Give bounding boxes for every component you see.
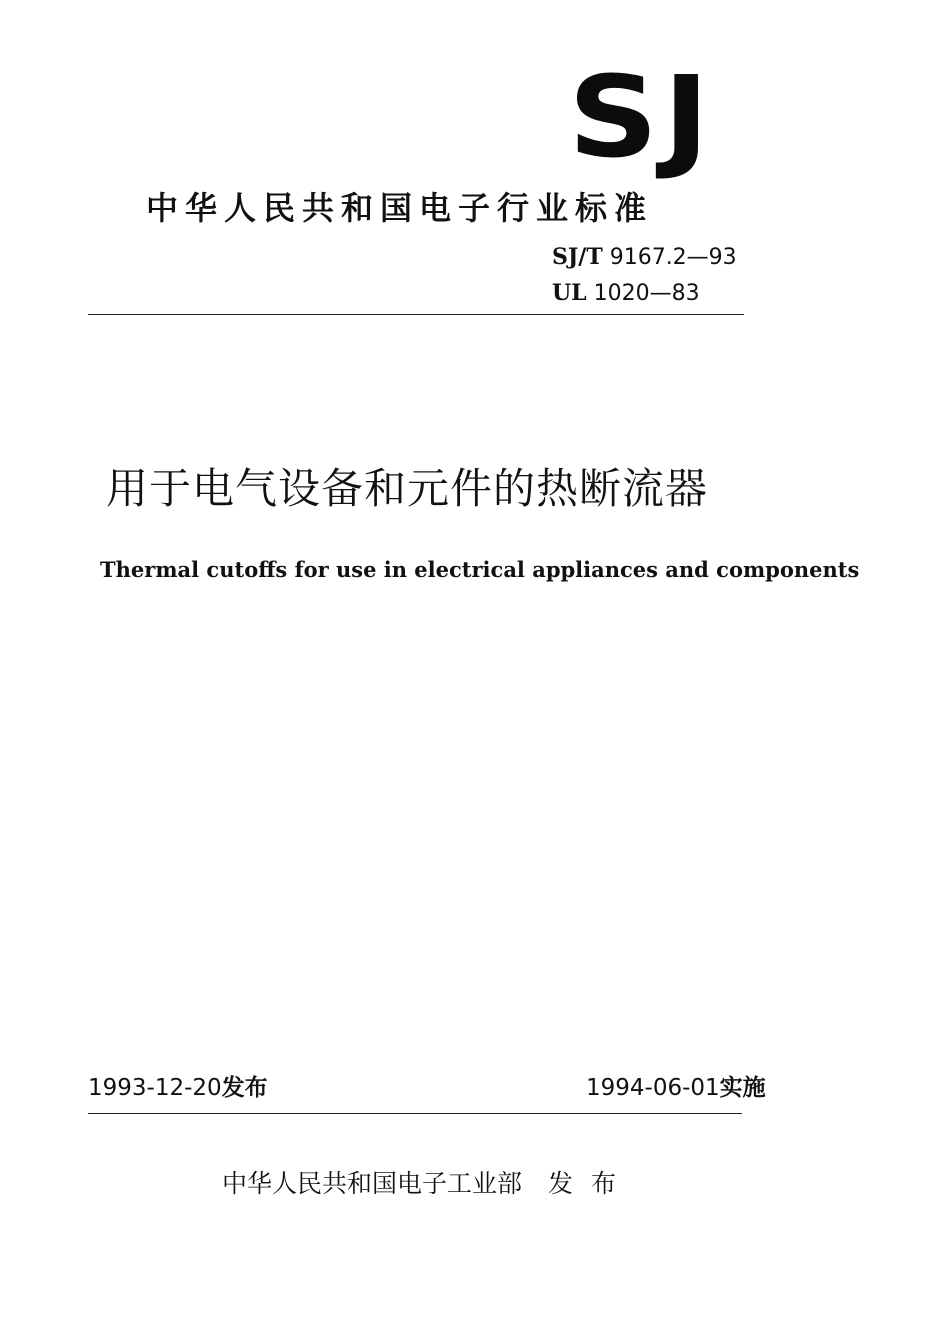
issue-date-label: 发布 xyxy=(221,1075,268,1101)
issue-date-value: 1993-12-20 xyxy=(88,1075,222,1101)
standard-code-number: 9167.2—93 xyxy=(609,245,737,270)
standard-code-ul xyxy=(552,280,700,307)
standard-code-prefix: UL xyxy=(552,280,587,306)
issue-date xyxy=(88,1073,268,1103)
bottom-divider xyxy=(88,1113,742,1114)
industry-standard-heading: 中华人民共和国电子行业标准 xyxy=(146,189,654,227)
issue-action-char-1: 发 xyxy=(548,1169,574,1198)
issue-action-char-2: 布 xyxy=(591,1169,617,1198)
standard-code-sj xyxy=(552,244,737,271)
document-title-chinese: 用于电气设备和元件的热断流器 xyxy=(106,464,709,513)
standard-code-number: 1020—83 xyxy=(593,281,700,306)
standard-code-prefix: SJ/T xyxy=(552,244,603,270)
sj-logo: SJ xyxy=(568,53,714,183)
issuing-organization: 中华人民共和国电子工业部 xyxy=(222,1169,523,1198)
top-divider xyxy=(88,314,744,315)
effective-date-label: 实施 xyxy=(719,1075,766,1101)
effective-date xyxy=(586,1073,766,1103)
document-title-english: Thermal cutoffs for use in electrical appliances and components xyxy=(100,557,860,582)
effective-date-value: 1994-06-01 xyxy=(586,1075,720,1101)
issuing-authority xyxy=(222,1167,616,1201)
